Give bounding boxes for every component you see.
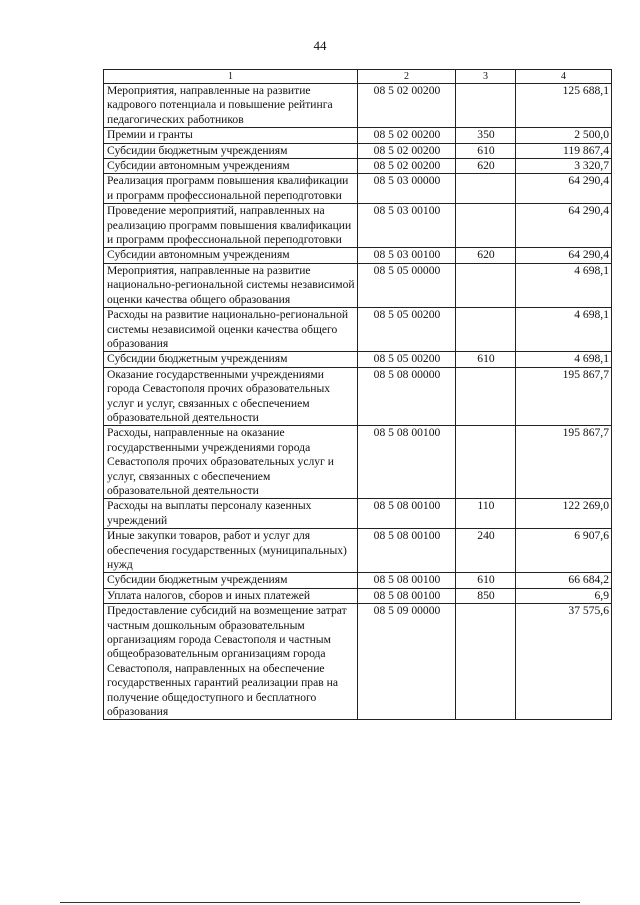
header-col-2: 2	[358, 70, 456, 84]
table-header	[104, 70, 612, 84]
row-type	[456, 84, 516, 128]
table-row	[104, 499, 612, 529]
row-name: Оказание государственными учреждениями города Севастополя прочих образовательных услуг и услуг, связанных с обеспечением образовательной деятельности	[104, 367, 358, 426]
row-code: 08 5 02 00200	[358, 84, 456, 128]
row-amount: 37 575,6	[516, 604, 612, 720]
row-code: 08 5 09 00000	[358, 604, 456, 720]
row-type: 620	[456, 248, 516, 263]
row-type	[456, 174, 516, 204]
row-code: 08 5 08 00000	[358, 367, 456, 426]
page-number: 44	[313, 38, 327, 53]
row-code: 08 5 08 00100	[358, 588, 456, 603]
row-code: 08 5 02 00200	[358, 143, 456, 158]
row-name: Мероприятия, направленные на развитие кадрового потенциала и повышение рейтинга педагогических работников	[104, 84, 358, 128]
table-row	[104, 174, 612, 204]
row-type	[456, 426, 516, 499]
row-name: Премии и гранты	[104, 128, 358, 143]
row-amount: 4 698,1	[516, 308, 612, 352]
row-amount: 3 320,7	[516, 159, 612, 174]
row-code: 08 5 03 00100	[358, 248, 456, 263]
row-type	[456, 204, 516, 248]
table-row	[104, 573, 612, 588]
row-name: Реализация программ повышения квалификации и программ профессиональной переподготовки	[104, 174, 358, 204]
row-code: 08 5 03 00000	[358, 174, 456, 204]
row-name: Расходы на выплаты персоналу казенных учреждений	[104, 499, 358, 529]
table-row	[104, 84, 612, 128]
budget-table	[103, 69, 612, 720]
row-code: 08 5 05 00000	[358, 263, 456, 307]
table-row	[104, 204, 612, 248]
table-body	[104, 84, 612, 720]
row-name: Расходы на развитие национально-региональной системы независимой оценки качества общего образования	[104, 308, 358, 352]
table-row	[104, 529, 612, 573]
row-amount: 195 867,7	[516, 367, 612, 426]
table-row	[104, 248, 612, 263]
table-row	[104, 128, 612, 143]
row-code: 08 5 08 00100	[358, 573, 456, 588]
row-code: 08 5 02 00200	[358, 159, 456, 174]
row-name: Субсидии бюджетным учреждениям	[104, 573, 358, 588]
row-amount: 6 907,6	[516, 529, 612, 573]
row-name: Субсидии бюджетным учреждениям	[104, 352, 358, 367]
header-col-3: 3	[456, 70, 516, 84]
row-amount: 2 500,0	[516, 128, 612, 143]
row-amount: 64 290,4	[516, 204, 612, 248]
row-name: Уплата налогов, сборов и иных платежей	[104, 588, 358, 603]
row-code: 08 5 05 00200	[358, 352, 456, 367]
row-type: 610	[456, 352, 516, 367]
row-type	[456, 604, 516, 720]
row-amount: 119 867,4	[516, 143, 612, 158]
header-row	[104, 70, 612, 84]
row-amount: 125 688,1	[516, 84, 612, 128]
row-type: 850	[456, 588, 516, 603]
row-type: 240	[456, 529, 516, 573]
row-amount: 4 698,1	[516, 352, 612, 367]
row-code: 08 5 03 00100	[358, 204, 456, 248]
row-type: 350	[456, 128, 516, 143]
table-row	[104, 604, 612, 720]
row-name: Субсидии автономным учреждениям	[104, 248, 358, 263]
row-type: 110	[456, 499, 516, 529]
row-code: 08 5 05 00200	[358, 308, 456, 352]
table-row	[104, 308, 612, 352]
row-name: Субсидии автономным учреждениям	[104, 159, 358, 174]
row-name: Проведение мероприятий, направленных на реализацию программ повышения квалификации и программ профессиональной переподготовки	[104, 204, 358, 248]
row-code: 08 5 08 00100	[358, 529, 456, 573]
row-amount: 122 269,0	[516, 499, 612, 529]
row-type: 620	[456, 159, 516, 174]
table-row	[104, 352, 612, 367]
bottom-rule	[60, 902, 580, 903]
table-row	[104, 426, 612, 499]
table-row	[104, 143, 612, 158]
row-amount: 4 698,1	[516, 263, 612, 307]
row-type: 610	[456, 573, 516, 588]
row-amount: 64 290,4	[516, 248, 612, 263]
row-name: Расходы, направленные на оказание государственными учреждениями города Севастополя прочих образовательных услуг и услуг, связанных с обеспечением образовательной деятельности	[104, 426, 358, 499]
table-row	[104, 159, 612, 174]
table-row	[104, 367, 612, 426]
header-col-4: 4	[516, 70, 612, 84]
row-code: 08 5 08 00100	[358, 426, 456, 499]
row-type	[456, 263, 516, 307]
row-name: Субсидии бюджетным учреждениям	[104, 143, 358, 158]
row-amount: 6,9	[516, 588, 612, 603]
row-type	[456, 367, 516, 426]
row-amount: 66 684,2	[516, 573, 612, 588]
row-name: Иные закупки товаров, работ и услуг для обеспечения государственных (муниципальных) нужд	[104, 529, 358, 573]
header-col-1: 1	[104, 70, 358, 84]
row-code: 08 5 08 00100	[358, 499, 456, 529]
row-type: 610	[456, 143, 516, 158]
table-row	[104, 263, 612, 307]
row-type	[456, 308, 516, 352]
row-amount: 195 867,7	[516, 426, 612, 499]
table-row	[104, 588, 612, 603]
row-code: 08 5 02 00200	[358, 128, 456, 143]
row-name: Предоставление субсидий на возмещение затрат частным дошкольным образовательным организациям города Севастополя и частным общеобразовательным организациям города Севастополя, направленных на обеспечение государственных гарантий реализации прав на получение общедоступного и бесплатного образования	[104, 604, 358, 720]
row-amount: 64 290,4	[516, 174, 612, 204]
row-name: Мероприятия, направленные на развитие национально-региональной системы независимой оценки качества общего образования	[104, 263, 358, 307]
